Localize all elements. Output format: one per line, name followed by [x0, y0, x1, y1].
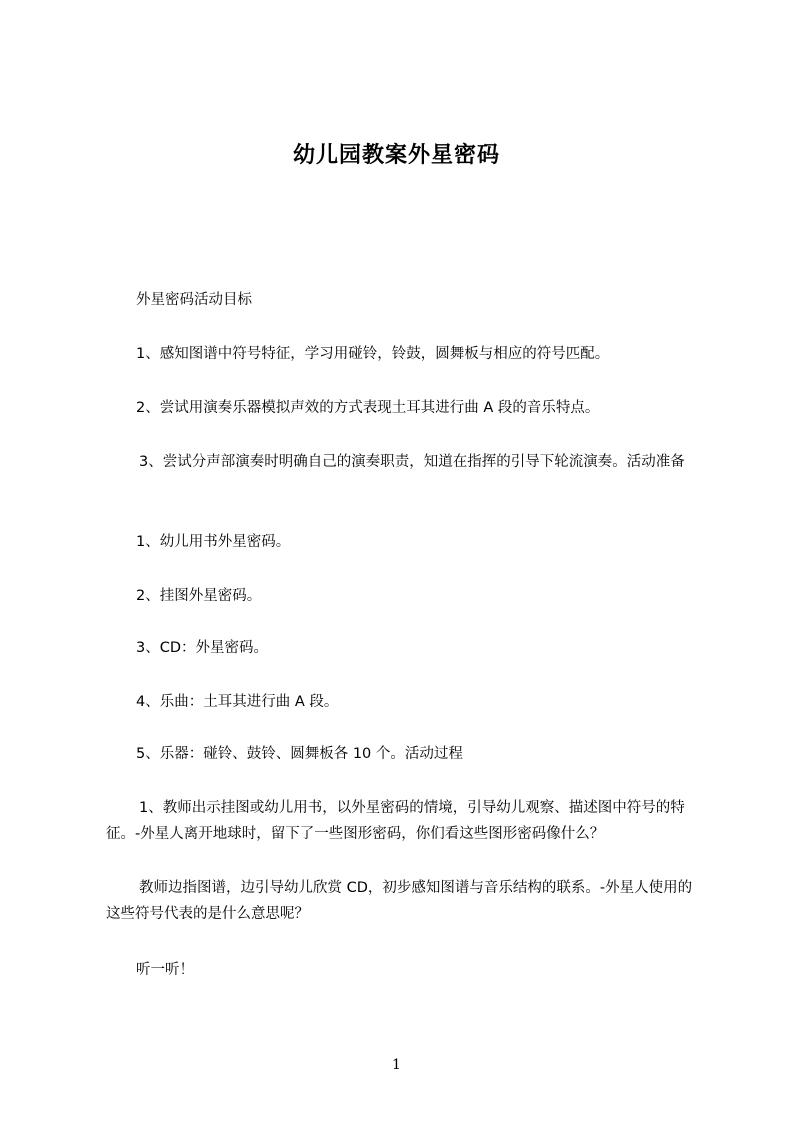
paragraph-objective-1: 1、感知图谱中符号特征，学习用碰铃，铃鼓，圆舞板与相应的符号匹配。	[136, 346, 610, 362]
paragraph-objectives-heading: 外星密码活动目标	[136, 292, 252, 308]
paragraph-listen: 听一听！	[136, 962, 194, 978]
paragraph-process-1: 1、教师出示挂图或幼儿用书，以外星密码的情境，引导幼儿观察、描述图中符号的特征。-外星人离开地球时，留下了一些图形密码，你们看这些图形密码像什么？	[106, 800, 685, 842]
page-number: 1	[392, 1057, 401, 1073]
document-title: 幼儿园教案外星密码	[292, 143, 500, 168]
paragraph-process-2: 教师边指图谱，边引导幼儿欣赏 CD，初步感知图谱与音乐结构的联系。-外星人使用的这些符号代表的是什么意思呢？	[106, 880, 693, 922]
paragraph-prep-4: 4、乐曲：土耳其进行曲 A 段。	[136, 694, 339, 710]
paragraph-prep-1: 1、幼儿用书外星密码。	[136, 534, 291, 550]
paragraph-objective-3: 3、尝试分声部演奏时明确自己的演奏职责，知道在指挥的引导下轮流演奏。活动准备	[139, 454, 685, 470]
paragraph-prep-3: 3、CD：外星密码。	[136, 640, 269, 656]
paragraph-prep-5: 5、乐器：碰铃、鼓铃、圆舞板各 10 个。活动过程	[136, 746, 463, 762]
paragraph-objective-2: 2、尝试用演奏乐器模拟声效的方式表现土耳其进行曲 A 段的音乐特点。	[136, 400, 600, 416]
paragraph-prep-2: 2、挂图外星密码。	[136, 588, 262, 604]
